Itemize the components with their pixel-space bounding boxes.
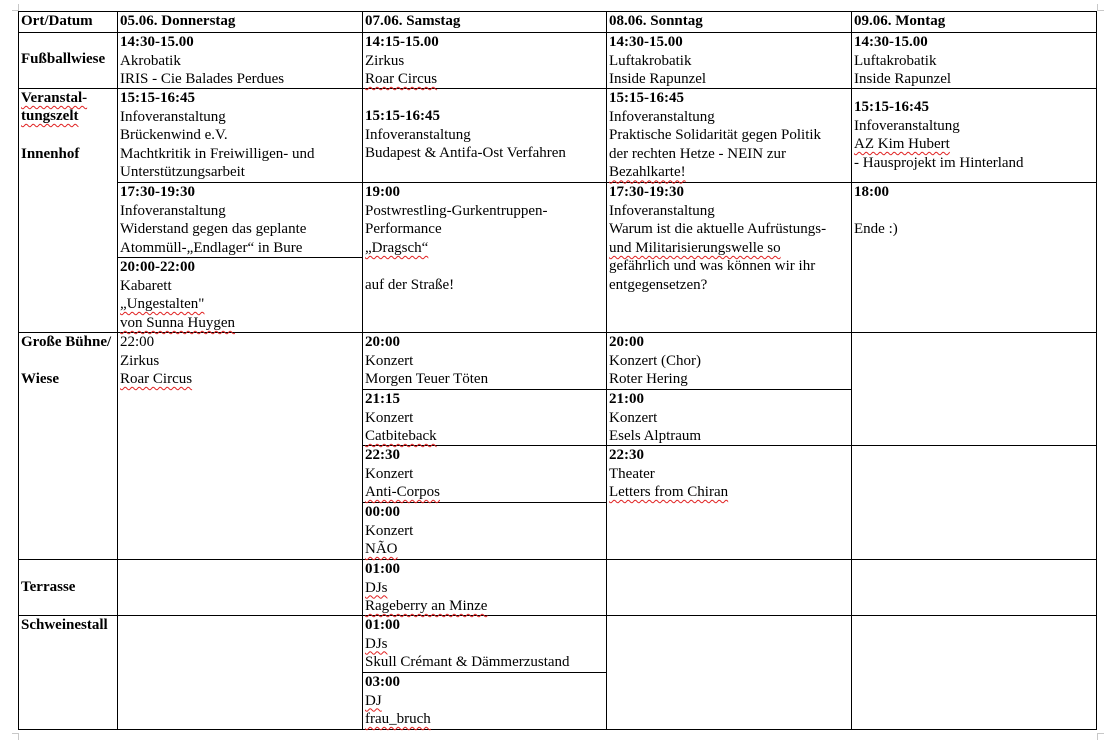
event-entry: 14:30-15.00 Luftakrobatik Inside Rapunzel [609,34,707,88]
place-label: Wiese [21,371,60,387]
event-entry: 15:15-16:45 Infoveranstaltung Brückenwind e.V. Machtkritik in Freiwilligen- und Unterstützungsarbeit [120,90,315,181]
event-entry: 19:00 Postwrestling-Gurkentruppen- Performance „Dragsch“ auf der Straße! [365,184,548,293]
place-label: Große Bühne/ [21,334,112,350]
event-entry: 20:00 Konzert Morgen Teuer Töten [365,334,489,388]
event-entry: 21:00 Konzert Esels Alptraum [609,391,702,445]
event-entry: 01:00 DJs Rageberry an Minze [365,561,488,615]
event-entry: 18:00 Ende :) [854,184,898,238]
event-entry: 17:30-19:30 Infoveranstaltung Warum ist die aktuelle Aufrüstungs- und Militarisierungswelle so gefährlich und was können wir ihr entgegensetzen? [609,184,827,293]
place-label: Fußballwiese [21,51,106,67]
event-entry: 22:00 Zirkus Roar Circus [120,334,193,388]
event-entry: 14:30-15.00 Luftakrobatik Inside Rapunzel [854,34,952,88]
place-label: tungszelt [21,108,79,124]
day-header: 05.06. Donnerstag [120,13,236,29]
event-entry: 22:30 Konzert Anti-Corpos [365,447,440,501]
place-label: Innenhof [21,146,80,162]
event-entry: 14:30-15.00 Akrobatik IRIS - Cie Balades Perdues [120,34,285,88]
event-entry: 20:00 Konzert (Chor) Roter Hering [609,334,702,388]
day-header: 09.06. Montag [854,13,946,29]
event-entry: 15:15-16:45 Infoveranstaltung Praktische Solidarität gegen Politik der rechten Hetze - NEIN zur Bezahlkarte! [609,90,822,181]
day-header: 07.06. Samstag [365,13,461,29]
event-entry: 20:00-22:00 Kabarett „Ungestalten" von Sunna Huygen [120,259,235,331]
event-entry: 22:30 Theater Letters from Chiran [609,447,729,501]
place-label: Terrasse [21,579,76,595]
event-entry: 15:15-16:45 Infoveranstaltung Budapest & Antifa-Ost Verfahren [365,108,566,162]
event-entry: 00:00 Konzert NÃO [365,504,414,558]
event-entry: 01:00 DJs Skull Crémant & Dämmerzustand [365,617,570,671]
event-entry: 17:30-19:30 Infoveranstaltung Widerstand gegen das geplante Atommüll-„Endlager“ in Bure [120,184,307,256]
event-entry: 21:15 Konzert Catbiteback [365,391,437,445]
day-header: 08.06. Sonntag [609,13,703,29]
event-entry: 15:15-16:45 Infoveranstaltung AZ Kim Hubert - Hausprojekt im Hinterland [854,99,1024,171]
place-label: Schweinestall [21,617,108,633]
event-entry: 14:15-15.00 Zirkus Roar Circus [365,34,439,88]
header-corner: Ort/Datum [21,13,93,29]
event-entry: 03:00 DJ frau_bruch [365,674,431,728]
place-label: Veranstal- [21,90,88,106]
